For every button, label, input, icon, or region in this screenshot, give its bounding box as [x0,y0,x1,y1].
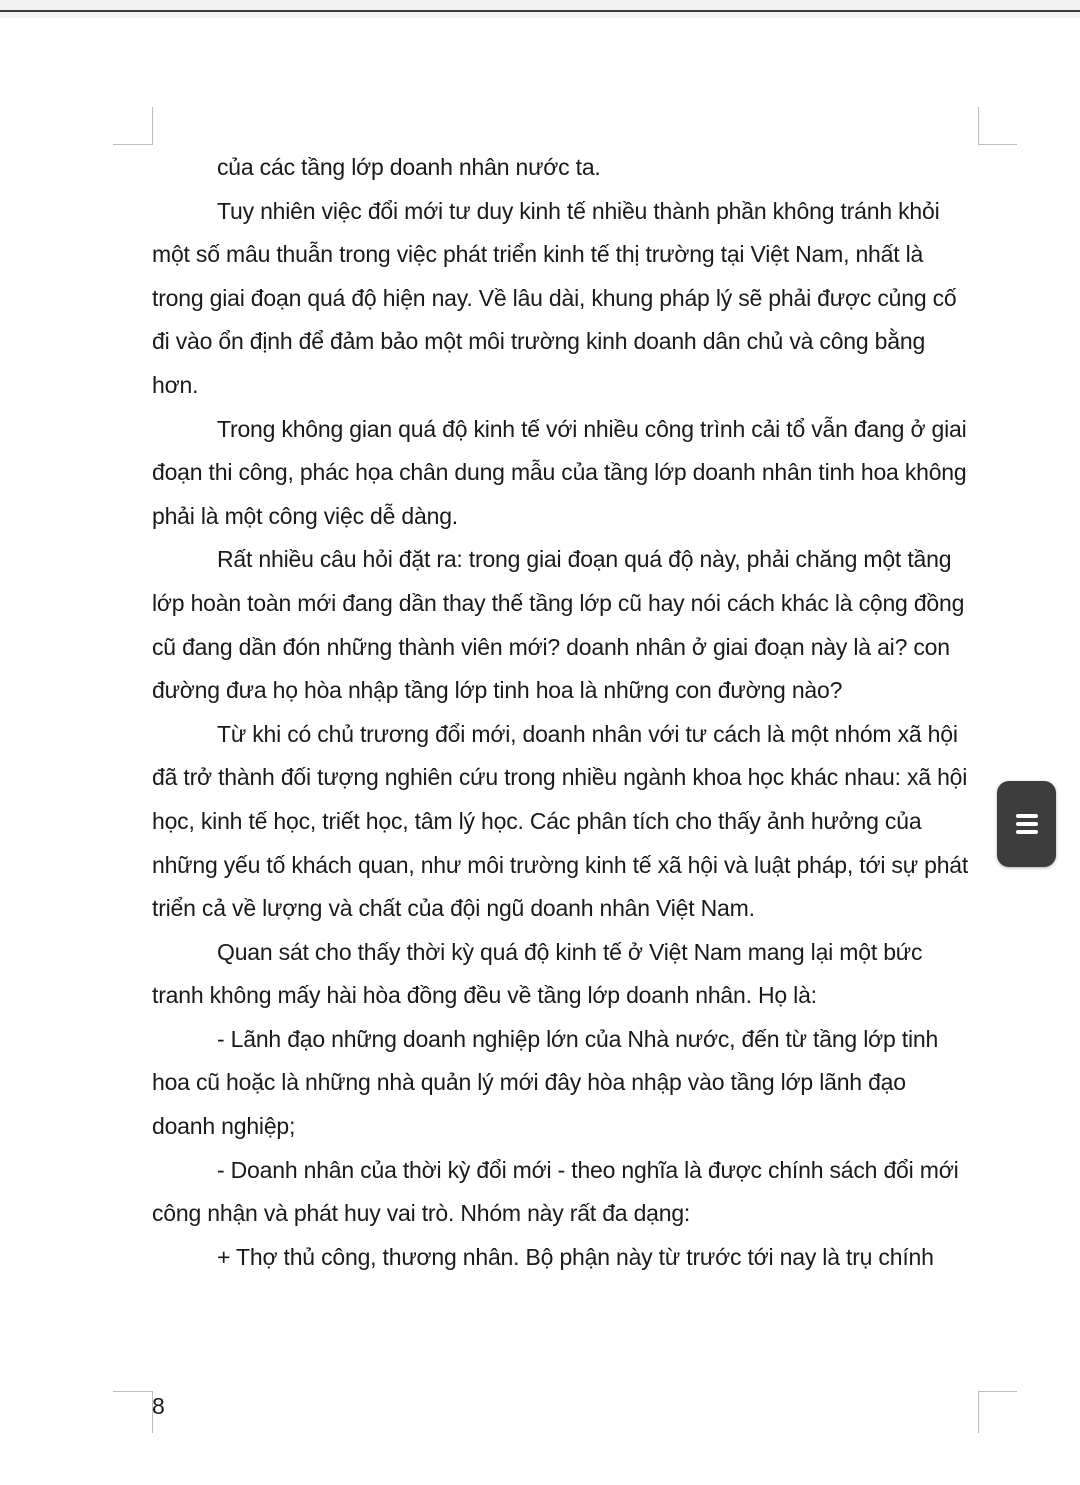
paragraph: của các tầng lớp doanh nhân nước ta. [217,154,601,180]
paragraph: - Doanh nhân của thời kỳ đổi mới - theo nghĩa là được chính sách đổi mới công nhận và phát huy vai trò. Nhóm này rất đa dạng: [152,1156,959,1227]
crop-mark-bottom-left [113,1391,153,1392]
paragraph: Trong không gian quá độ kinh tế với nhiều công trình cải tổ vẫn đang ở giai đoạn thi công, phác họa chân dung mẫu của tầng lớp doanh nhân tinh hoa không phải là một công việc dễ dàng. [152,415,967,529]
crop-mark-bottom-right [978,1391,979,1433]
top-bar [0,0,1080,18]
top-divider [0,10,1080,12]
paragraph: Tuy nhiên việc đổi mới tư duy kinh tế nhiều thành phần không tránh khỏi một số mâu thuẫn trong việc phát triển kinh tế thị trường tại Việt Nam, nhất là trong giai đoạn quá độ hiện nay. Về lâu dài, khung pháp lý sẽ phải được củng cố đi vào ổn định để đảm bảo một môi trường kinh doanh dân chủ và công bằng hơn. [152,197,957,398]
document-body [152,146,972,1279]
hamburger-grip-icon [1016,810,1038,838]
crop-mark-top-left [152,107,153,144]
paragraph: - Lãnh đạo những doanh nghiệp lớn của Nhà nước, đến từ tầng lớp tinh hoa cũ hoặc là những nhà quản lý mới đây hòa nhập vào tầng lớp lãnh đạo doanh nghiệp; [152,1025,939,1140]
scroll-handle[interactable] [997,781,1056,867]
paragraph: + Thợ thủ công, thương nhân. Bộ phận này từ trước tới nay là trụ chính [217,1243,934,1270]
crop-mark-top-right [978,144,1017,145]
crop-mark-top-right [978,107,979,144]
paragraph: Quan sát cho thấy thời kỳ quá độ kinh tế ở Việt Nam mang lại một bức tranh không mấy hài hòa đồng đều về tầng lớp doanh nhân. Họ là: [152,938,923,1009]
crop-mark-bottom-right [978,1391,1017,1392]
crop-mark-top-left [113,144,153,145]
page-number: 8 [152,1393,165,1419]
paragraph: Từ khi có chủ trương đổi mới, doanh nhân với tư cách là một nhóm xã hội đã trở thành đối tượng nghiên cứu trong nhiều ngành khoa học khác nhau: xã hội học, kinh tế học, triết học, tâm lý học. Các phân tích cho thấy ảnh hưởng của những yếu tố khách quan, như môi trường kinh tế xã hội và luật pháp, tới sự phát triển cả về lượng và chất của đội ngũ doanh nhân Việt Nam. [152,720,969,922]
paragraph: Rất nhiều câu hỏi đặt ra: trong giai đoạn quá độ này, phải chăng một tầng lớp hoàn toàn mới đang dần thay thế tầng lớp cũ hay nói cách khác là cộng đồng cũ đang dần đón những thành viên mới? doanh nhân ở giai đoạn này là ai? con đường đưa họ hòa nhập tầng lớp tinh hoa là những con đường nào? [152,546,965,704]
